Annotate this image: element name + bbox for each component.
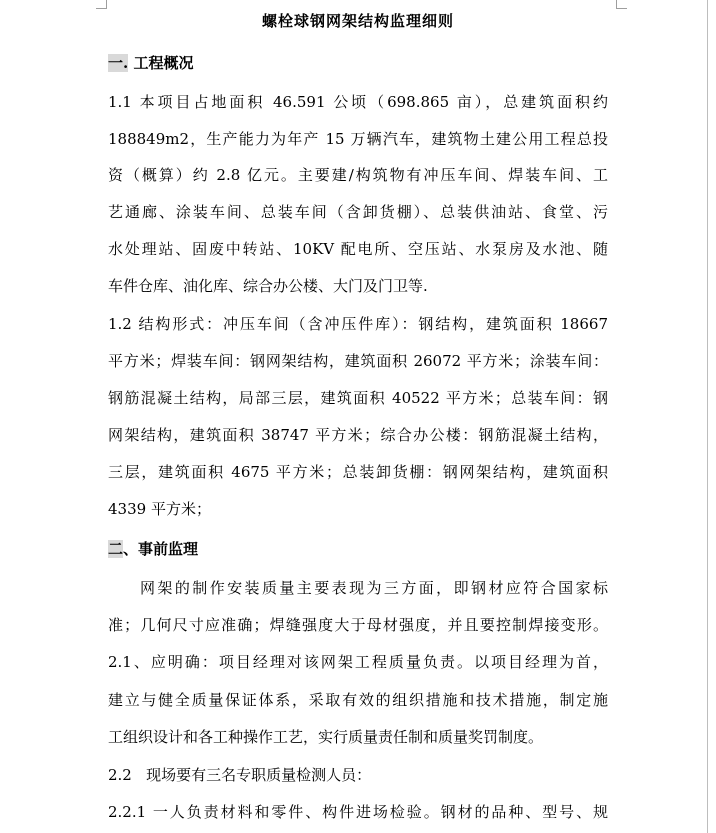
paragraph-line: 188849m2，生产能力为年产 15 万辆汽车，建筑物土建公用工程总投 bbox=[108, 130, 608, 148]
paragraph-line: 4339 平方米； bbox=[108, 500, 211, 518]
heading-text: 工程概况 bbox=[128, 54, 194, 72]
paragraph-line: 三层，建筑面积 4675 平方米；总装卸货棚：钢网架结构，建筑面积 bbox=[108, 463, 608, 481]
paragraph-line: 资（概算）约 2.8 亿元。主要建/构筑物有冲压车间、焊装车间、工 bbox=[108, 166, 608, 184]
section-heading-preliminary bbox=[108, 538, 198, 560]
document-title: 螺栓球钢网架结构监理细则 bbox=[261, 12, 454, 30]
paragraph-line: 1.2 结构形式：冲压车间（含冲压件库）：钢结构，建筑面积 18667 bbox=[108, 315, 608, 333]
paragraph-line-indented: 网架的制作安装质量主要表现为三方面，即钢材应符合国家标 bbox=[140, 579, 608, 597]
page-corner-mark bbox=[616, 0, 627, 9]
page-corner-mark bbox=[96, 0, 107, 9]
paragraph-line: 水处理站、固废中转站、10KV 配电所、空压站、水泵房及水池、随 bbox=[108, 240, 608, 258]
paragraph-line: 2.2.1 一人负责材料和零件、构件进场检验。钢材的品种、型号、规 bbox=[108, 803, 608, 821]
paragraph-line: 建立与健全质量保证体系，采取有效的组织措施和技术措施，制定施 bbox=[108, 691, 608, 709]
paragraph-line: 平方米；焊装车间：钢网架结构，建筑面积 26072 平方米；涂装车间： bbox=[108, 352, 608, 370]
section-heading-overview bbox=[108, 52, 193, 74]
heading-text: 、事前监理 bbox=[123, 540, 199, 558]
paragraph-line: 网架结构，建筑面积 38747 平方米；综合办公楼：钢筋混凝土结构， bbox=[108, 426, 608, 444]
heading-number-highlight: 一. bbox=[108, 54, 129, 72]
paragraph-line: 2.2 现场要有三名专职质量检测人员： bbox=[108, 766, 372, 784]
paragraph-line: 1.1 本项目占地面积 46.591 公顷（698.865 亩），总建筑面积约 bbox=[108, 93, 608, 111]
paragraph-line: 准；几何尺寸应准确；焊缝强度大于母材强度，并且要控制焊接变形。 bbox=[108, 616, 608, 634]
paragraph-line: 2.1、应明确：项目经理对该网架工程质量负责。以项目经理为首， bbox=[108, 653, 608, 671]
paragraph-line: 车件仓库、油化库、综合办公楼、大门及门卫等. bbox=[108, 277, 428, 295]
paragraph-line: 艺通廊、涂装车间、总装车间（含卸货棚）、总装供油站、食堂、污 bbox=[108, 203, 608, 221]
heading-number-highlight: 二 bbox=[108, 540, 124, 558]
paragraph-line: 工组织设计和各工种操作工艺，实行质量责任制和质量奖罚制度。 bbox=[108, 728, 544, 746]
paragraph-line: 钢筋混凝土结构，局部三层，建筑面积 40522 平方米；总装车间：钢 bbox=[108, 389, 608, 407]
